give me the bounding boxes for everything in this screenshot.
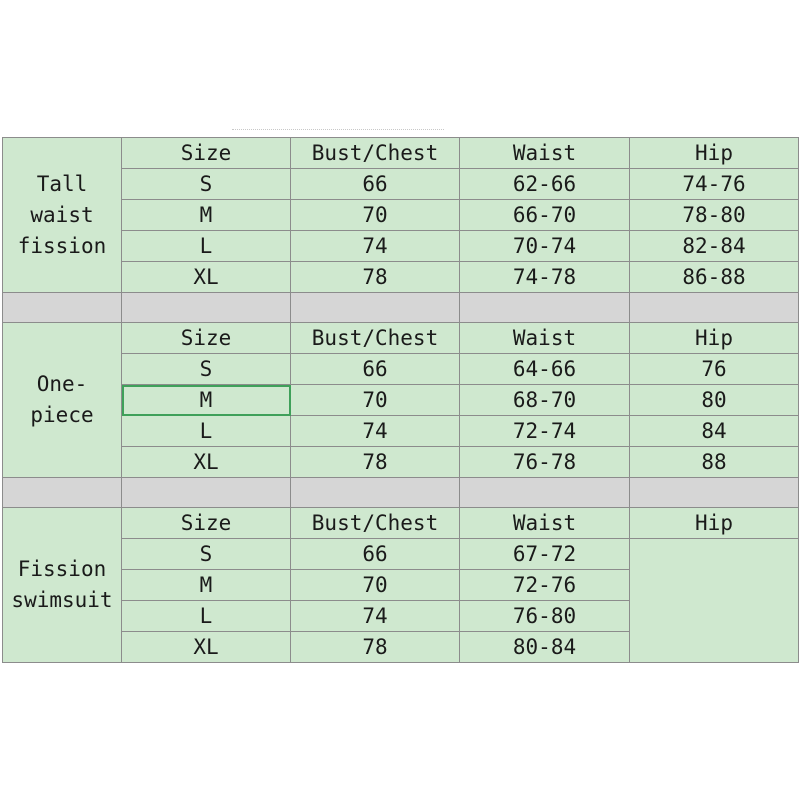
group-label-line: Fission [17, 557, 107, 581]
column-header-size[interactable]: Size [122, 323, 291, 354]
size-cell[interactable]: L [122, 601, 291, 632]
group-label-line: fission [17, 233, 107, 258]
size-cell[interactable]: L [122, 231, 291, 262]
waist-cell[interactable]: 76-78 [460, 447, 630, 478]
group-label-tall-waist-fission[interactable] [3, 138, 122, 293]
column-header-waist[interactable]: Waist [460, 138, 630, 169]
bust-cell[interactable]: 74 [291, 416, 460, 447]
group-label-line: swimsuit [11, 588, 113, 612]
spacer-cell[interactable] [3, 478, 122, 508]
waist-cell[interactable]: 67-72 [460, 539, 630, 570]
table-row [3, 447, 799, 478]
hip-cell[interactable]: 88 [630, 447, 799, 478]
waist-cell[interactable]: 70-74 [460, 231, 630, 262]
column-header-bust[interactable]: Bust/Chest [291, 323, 460, 354]
waist-cell[interactable]: 80-84 [460, 632, 630, 663]
size-cell[interactable]: L [122, 416, 291, 447]
table-row [3, 416, 799, 447]
header-row [3, 508, 799, 539]
hip-cell[interactable]: 84 [630, 416, 799, 447]
column-header-waist[interactable]: Waist [460, 323, 630, 354]
hip-cell[interactable]: 78-80 [630, 200, 799, 231]
bust-cell[interactable]: 66 [291, 354, 460, 385]
group-label-line: One- [36, 372, 88, 396]
size-cell[interactable]: S [122, 354, 291, 385]
bust-cell[interactable]: 78 [291, 262, 460, 293]
spacer-cell[interactable] [460, 478, 630, 508]
spacer-row [3, 478, 799, 508]
table-row [3, 385, 799, 416]
column-header-bust[interactable]: Bust/Chest [291, 138, 460, 169]
column-header-hip[interactable]: Hip [630, 508, 799, 539]
size-cell[interactable]: M [122, 570, 291, 601]
waist-cell[interactable]: 68-70 [460, 385, 630, 416]
hip-cell-empty-merged[interactable] [630, 539, 799, 663]
table-row [3, 354, 799, 385]
waist-cell[interactable]: 66-70 [460, 200, 630, 231]
group-label-line: waist [30, 202, 94, 227]
column-header-size[interactable]: Size [122, 138, 291, 169]
waist-cell[interactable]: 74-78 [460, 262, 630, 293]
column-header-hip[interactable]: Hip [630, 323, 799, 354]
spacer-cell[interactable] [291, 293, 460, 323]
table-row [3, 200, 799, 231]
hip-cell[interactable]: 80 [630, 385, 799, 416]
spacer-row [3, 293, 799, 323]
header-row [3, 323, 799, 354]
hip-cell[interactable]: 86-88 [630, 262, 799, 293]
bust-cell[interactable]: 66 [291, 539, 460, 570]
column-header-waist[interactable]: Waist [460, 508, 630, 539]
hip-cell[interactable]: 76 [630, 354, 799, 385]
waist-cell[interactable]: 72-74 [460, 416, 630, 447]
spacer-cell[interactable] [291, 478, 460, 508]
table-row [3, 262, 799, 293]
waist-cell[interactable]: 64-66 [460, 354, 630, 385]
size-cell[interactable]: S [122, 169, 291, 200]
bust-cell[interactable]: 70 [291, 385, 460, 416]
spacer-cell[interactable] [3, 293, 122, 323]
table-row [3, 231, 799, 262]
spacer-cell[interactable] [630, 478, 799, 508]
bust-cell[interactable]: 70 [291, 570, 460, 601]
bust-cell[interactable]: 74 [291, 231, 460, 262]
hip-cell[interactable]: 74-76 [630, 169, 799, 200]
group-label-line: Tall [36, 171, 88, 196]
bust-cell[interactable]: 78 [291, 632, 460, 663]
size-cell[interactable]: XL [122, 262, 291, 293]
table-row [3, 539, 799, 570]
table-row [3, 169, 799, 200]
header-row [3, 138, 799, 169]
waist-cell[interactable]: 62-66 [460, 169, 630, 200]
size-cell[interactable]: M [122, 200, 291, 231]
group-label-fission-swimsuit[interactable] [3, 508, 122, 663]
hip-cell[interactable]: 82-84 [630, 231, 799, 262]
spacer-cell[interactable] [630, 293, 799, 323]
spacer-cell[interactable] [122, 293, 291, 323]
faint-header-line [232, 129, 444, 133]
column-header-size[interactable]: Size [122, 508, 291, 539]
column-header-hip[interactable]: Hip [630, 138, 799, 169]
bust-cell[interactable]: 70 [291, 200, 460, 231]
group-label-line: piece [30, 403, 94, 427]
size-cell[interactable]: XL [122, 632, 291, 663]
waist-cell[interactable]: 76-80 [460, 601, 630, 632]
size-cell[interactable]: XL [122, 447, 291, 478]
bust-cell[interactable]: 74 [291, 601, 460, 632]
size-chart-table [2, 137, 799, 663]
column-header-bust[interactable]: Bust/Chest [291, 508, 460, 539]
bust-cell[interactable]: 78 [291, 447, 460, 478]
size-cell-selected[interactable]: M [122, 385, 291, 416]
bust-cell[interactable]: 66 [291, 169, 460, 200]
spacer-cell[interactable] [122, 478, 291, 508]
size-cell[interactable]: S [122, 539, 291, 570]
spacer-cell[interactable] [460, 293, 630, 323]
group-label-one-piece[interactable] [3, 323, 122, 478]
waist-cell[interactable]: 72-76 [460, 570, 630, 601]
